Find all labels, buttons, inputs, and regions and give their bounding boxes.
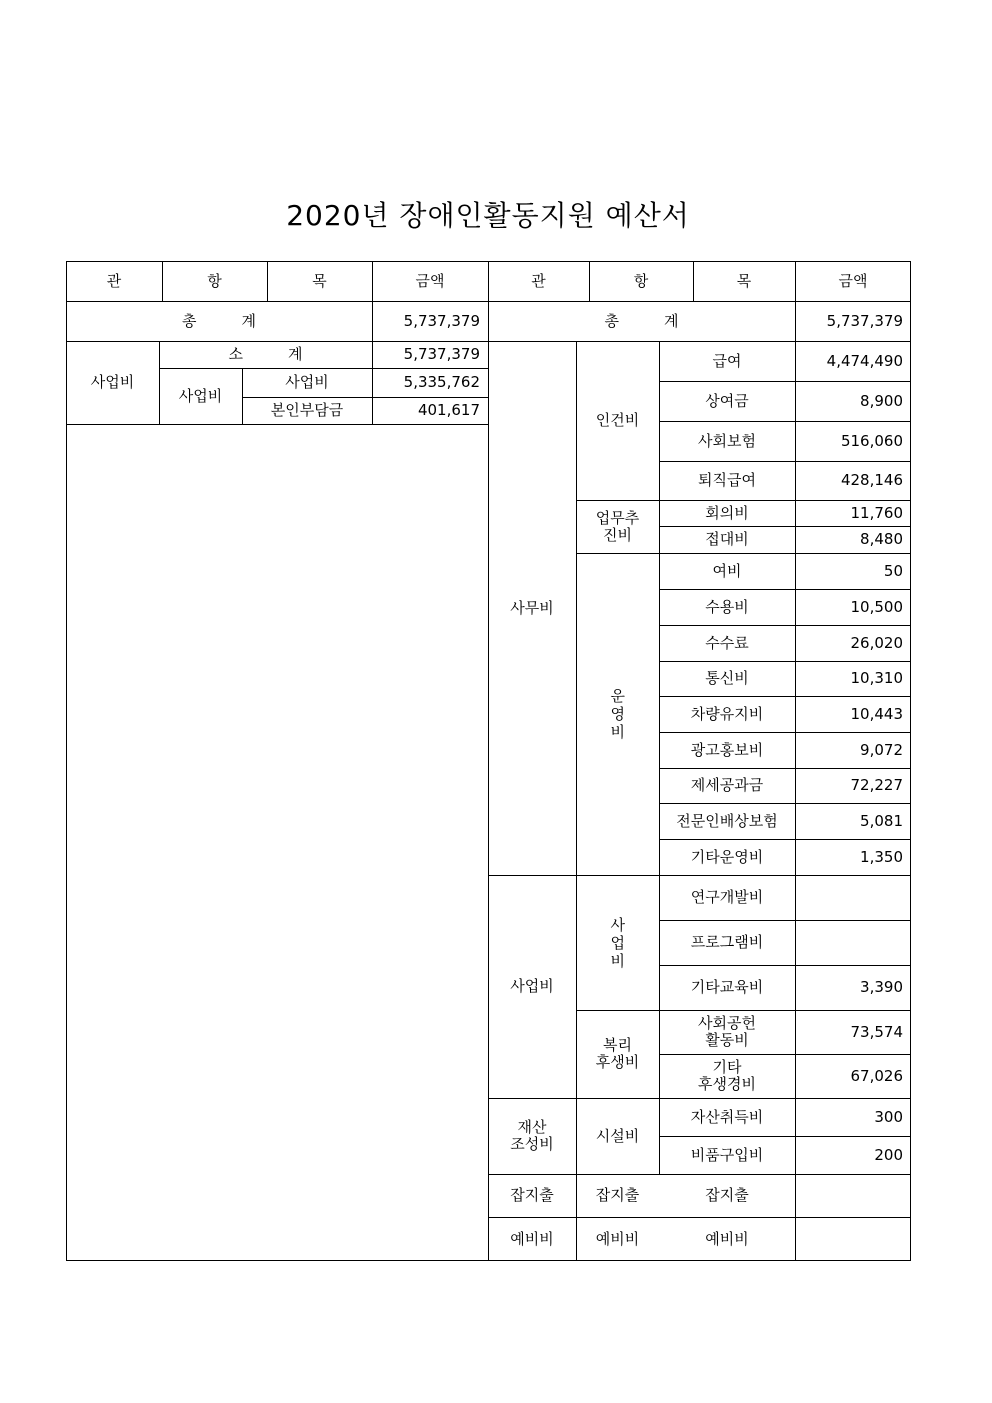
expense-mok: 여비 [712, 561, 742, 580]
expense-mok-reserve: 예비비 [705, 1229, 749, 1248]
expense-mok: 통신비 [705, 669, 749, 687]
expense-amount: 428,146 [840, 471, 903, 489]
revenue-amount: 401,617 [417, 401, 480, 419]
expense-amount: 200 [874, 1145, 903, 1164]
expense-amount: 516,060 [840, 431, 903, 450]
revenue-subtotal-label: 소 계 [228, 345, 303, 363]
page-title: 2020년 장애인활동지원 예산서 [286, 199, 690, 232]
expense-amount: 73,574 [850, 1022, 903, 1041]
expense-mok: 사회공헌 활동비 [698, 1014, 756, 1049]
revenue-gwan: 사업비 [90, 373, 135, 391]
header-amount: 금액 [415, 271, 445, 290]
expense-mok: 연구개발비 [690, 888, 764, 906]
expense-amount [795, 920, 911, 965]
operation-label: 운영비 [610, 687, 625, 741]
header-mok: 목 [736, 271, 752, 290]
expense-gwan-office: 사무비 [510, 598, 554, 617]
revenue-mok: 사업비 [285, 373, 329, 391]
expense-hang-welfare: 복리 후생비 [595, 1036, 640, 1071]
revenue-mok: 본인부담금 [270, 401, 344, 419]
expense-amount: 3,390 [860, 978, 903, 996]
header-gwan: 관 [106, 271, 122, 290]
header-mok: 목 [312, 271, 327, 290]
header-gwan: 관 [531, 271, 546, 290]
expense-hang-misc: 잡지출 [595, 1186, 640, 1204]
header-hang: 항 [207, 271, 222, 290]
expense-mok: 급여 [712, 351, 742, 370]
expense-amount: 9,072 [860, 740, 903, 759]
expense-hang-personnel: 인건비 [595, 411, 640, 429]
expense-mok: 비품구입비 [690, 1145, 764, 1164]
expense-gwan-misc: 잡지출 [510, 1186, 554, 1204]
expense-mok: 기타교육비 [690, 978, 764, 996]
expense-mok: 퇴직급여 [698, 471, 756, 489]
expense-mok: 제세공과금 [690, 776, 764, 794]
expense-mok-misc: 잡지출 [705, 1186, 749, 1204]
expense-mok: 자산취득비 [690, 1107, 764, 1126]
expense-amount: 26,020 [850, 633, 903, 652]
expense-gwan-reserve: 예비비 [510, 1229, 554, 1248]
expense-mok: 기타 후생경비 [698, 1058, 756, 1093]
revenue-subtotal-amount: 5,737,379 [403, 345, 480, 363]
expense-mok: 광고홍보비 [690, 740, 764, 759]
expense-amount: 50 [883, 561, 903, 580]
expense-amount-misc [795, 1174, 911, 1217]
expense-amount: 5,081 [860, 811, 903, 830]
expense-mok: 사회보험 [698, 431, 756, 450]
expense-hang-operation [576, 553, 659, 875]
expense-amount: 10,500 [850, 597, 903, 616]
expense-mok: 수용비 [705, 597, 749, 616]
expense-hang-business-promotion: 업무추 진비 [595, 508, 640, 544]
expense-total-amount: 5,737,379 [826, 311, 903, 330]
revenue-hang: 사업비 [178, 386, 223, 405]
expense-mok: 회의비 [705, 503, 749, 522]
expense-amount: 72,227 [850, 776, 903, 794]
expense-amount-reserve [795, 1217, 911, 1261]
expense-amount: 8,480 [860, 530, 903, 548]
expense-amount: 11,760 [850, 503, 903, 522]
revenue-total-amount: 5,737,379 [403, 311, 480, 330]
expense-mok: 상여금 [705, 391, 749, 410]
expense-total-label: 총 계 [604, 311, 679, 330]
expense-amount: 1,350 [860, 847, 903, 866]
expense-mok: 전문인배상보험 [676, 811, 778, 830]
expense-amount: 10,310 [850, 669, 903, 687]
expense-gwan-business: 사업비 [510, 977, 554, 995]
expense-amount: 300 [874, 1107, 903, 1126]
expense-mok: 차량유지비 [690, 704, 764, 723]
project-label: 사업비 [610, 915, 625, 970]
header-amount: 금액 [838, 271, 868, 290]
expense-mok: 프로그램비 [690, 933, 764, 951]
expense-mok: 수수료 [705, 633, 749, 652]
expense-mok: 기타운영비 [690, 847, 764, 866]
header-hang: 항 [633, 271, 649, 290]
expense-hang-facility: 시설비 [595, 1126, 640, 1145]
expense-gwan-property: 재산 조성비 [510, 1118, 554, 1153]
expense-hang-reserve: 예비비 [595, 1229, 640, 1248]
expense-amount: 4,474,490 [826, 351, 903, 370]
revenue-total-label: 총 계 [182, 311, 256, 330]
revenue-amount: 5,335,762 [403, 373, 480, 391]
expense-amount [795, 875, 911, 920]
expense-mok: 접대비 [705, 530, 749, 548]
expense-amount: 67,026 [850, 1066, 903, 1085]
expense-hang-project [576, 875, 659, 1010]
expense-amount: 8,900 [860, 391, 903, 410]
expense-amount: 10,443 [850, 704, 903, 723]
